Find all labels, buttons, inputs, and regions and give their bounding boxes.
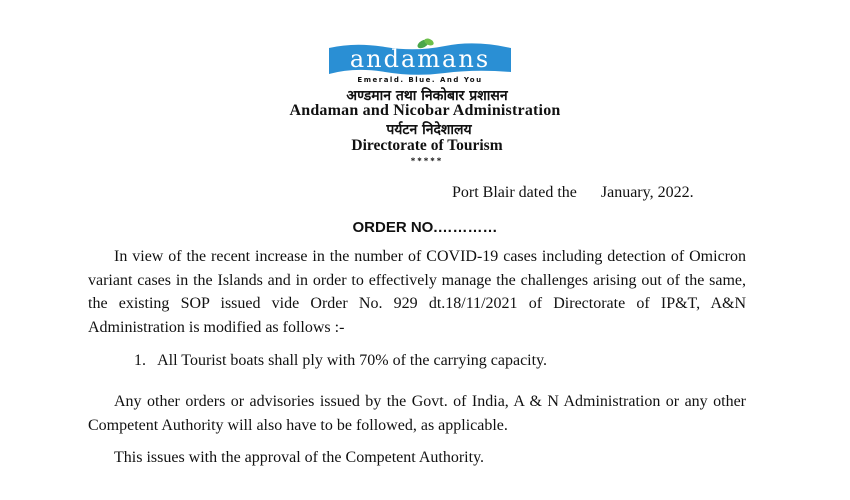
body-paragraph-3: This issues with the approval of the Competent Authority. [114, 449, 485, 466]
administration-name: Andaman and Nicobar Administration [289, 102, 561, 119]
logo-tagline: Emerald. Blue. And You [357, 76, 483, 84]
order-number-blank: ………… [437, 219, 498, 236]
dateline-date: January, 2022. [600, 184, 694, 201]
andamans-logo [325, 36, 515, 86]
andamans-logo-graphic [325, 36, 515, 86]
dateline [452, 184, 694, 202]
body-paragraph-1: In view of the recent increase in the number of COVID-19 cases including detection of Omicron variant cases in the Islands and in order to effectively manage the challenges arising out of the same, the existing SOP issued vide Order No. 929 dt.18/11/2021 of Directorate of IP&T, A&N Administration is modified as follows :- [88, 248, 746, 336]
order-number [0, 219, 850, 236]
hindi-administration-name: अण्डमान तथा निकोबार प्रशासन [346, 88, 508, 104]
dateline-place: Port Blair dated the [452, 184, 577, 201]
list-item-text: All Tourist boats shall ply with 70% of the carrying capacity. [157, 352, 548, 369]
list-item-number: 1. [134, 352, 146, 369]
directorate-name: Directorate of Tourism [351, 137, 503, 154]
list-item [134, 352, 547, 370]
separator-stars: ***** [410, 156, 444, 166]
order-label: ORDER NO. [352, 219, 438, 236]
body-paragraph-2: Any other orders or advisories issued by the Govt. of India, A & N Administration or any other Competent Authority will also have to be followed, as applicable. [88, 393, 746, 434]
hindi-directorate-name: पर्यटन निदेशालय [386, 122, 472, 138]
logo-wordmark: andamans [349, 45, 491, 73]
